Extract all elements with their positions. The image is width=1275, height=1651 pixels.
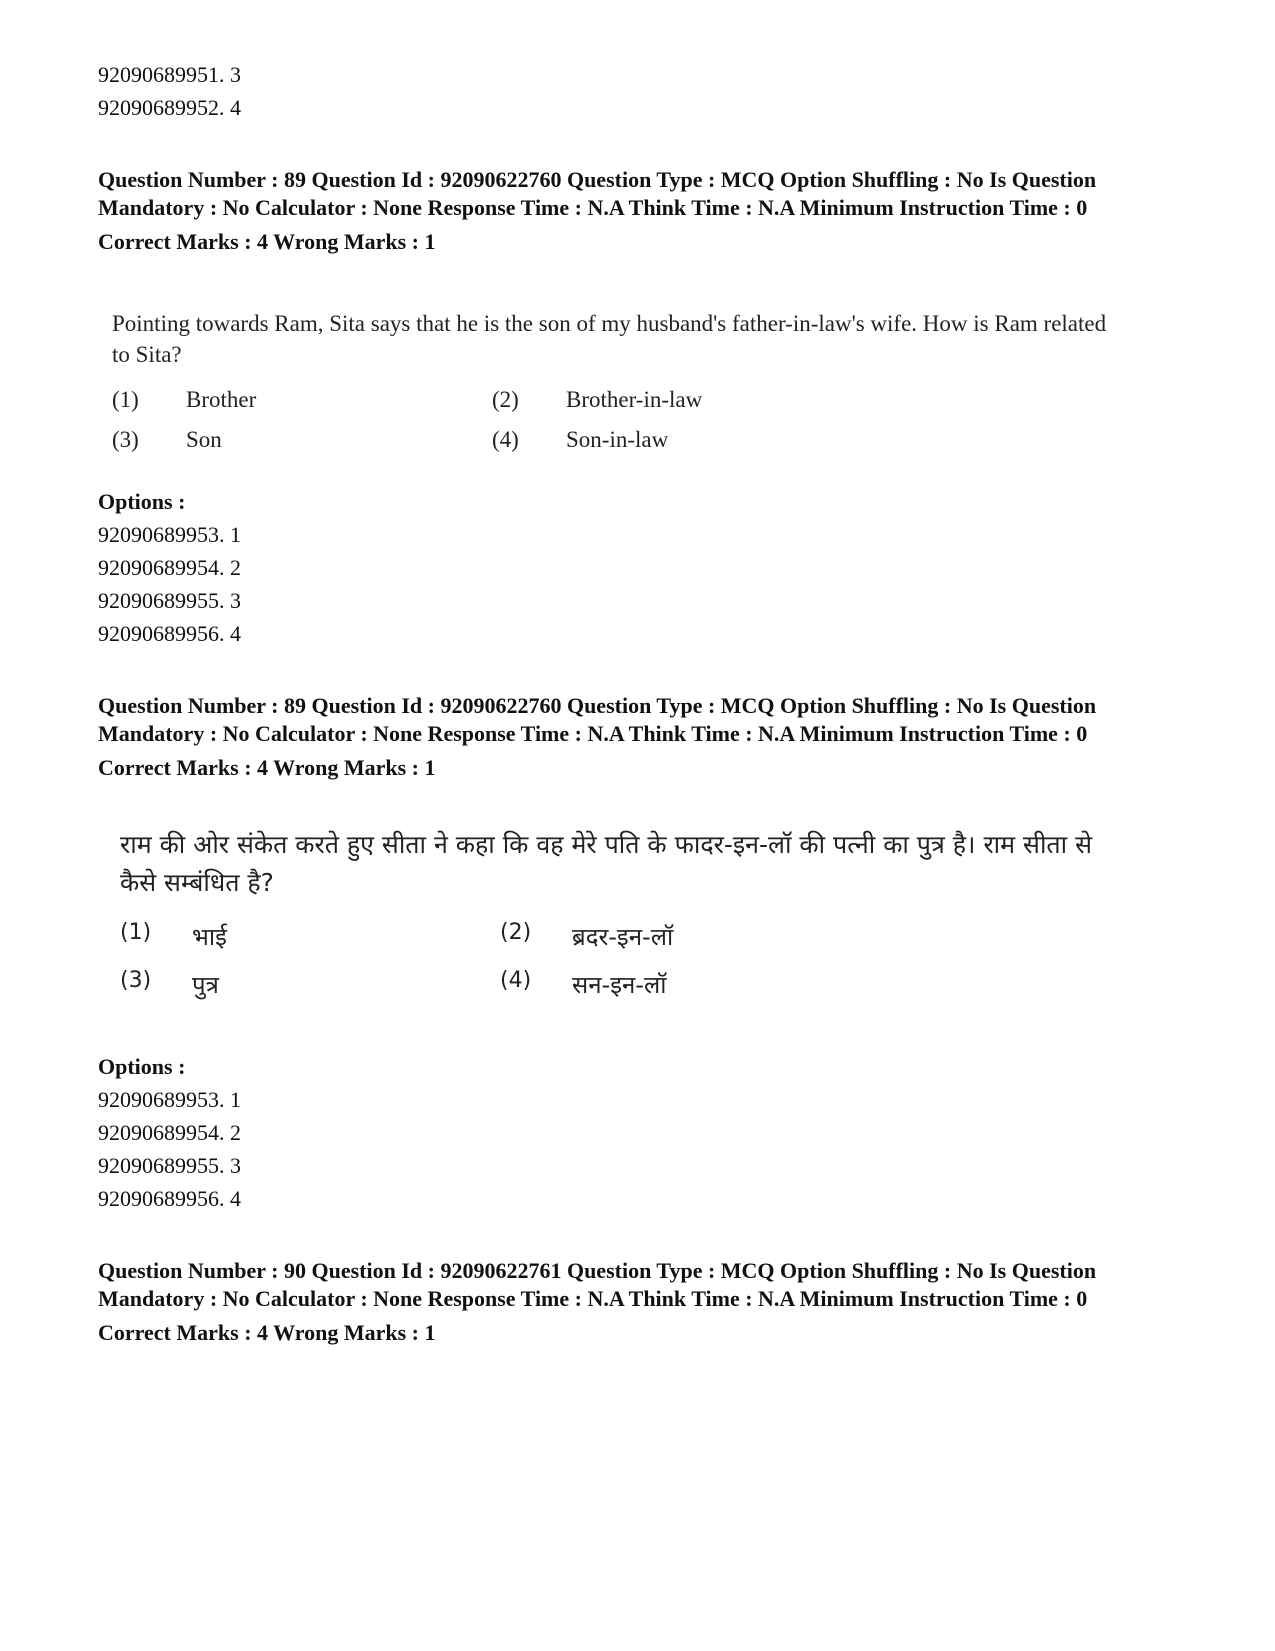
options-heading: Options :: [98, 489, 186, 514]
choice-item: [112, 427, 492, 453]
question-meta: Question Number : 89 Question Id : 92090622760 Question Type : MCQ Option Shuffling : No Is Question Mandatory : No Calculator : None Response Time : N.A Think Time : N.A Minimum Instruction Time : 0: [98, 693, 1097, 746]
options-section: [98, 1050, 1198, 1215]
question-header: [98, 166, 1198, 256]
option-line: 92090689956. 4: [98, 621, 241, 646]
choice-label: Son-in-law: [566, 427, 669, 452]
option-line: 92090689951. 3: [98, 62, 241, 87]
question-header: [98, 1257, 1198, 1347]
option-line: 92090689953. 1: [98, 522, 241, 547]
choice-label: Brother: [186, 387, 257, 412]
option-line: 92090689953. 1: [98, 1087, 241, 1112]
choice-label: सन-इन-लॉ: [572, 970, 667, 999]
choice-label: Brother-in-law: [566, 387, 703, 412]
question-header: [98, 692, 1198, 782]
choice-row: [120, 912, 880, 960]
question-text: Pointing towards Ram, Sita says that he is the son of my husband's father-in-law's wife. How is Ram related to Sita?: [112, 311, 1107, 367]
choice-grid: [112, 380, 872, 460]
choice-row: [112, 380, 872, 420]
question-marks: Correct Marks : 4 Wrong Marks : 1: [98, 1320, 436, 1345]
option-line: 92090689955. 3: [98, 588, 241, 613]
options-section: [98, 485, 1198, 650]
choice-label: पुत्र: [192, 970, 219, 999]
option-line: 92090689954. 2: [98, 1120, 241, 1145]
choice-row: [120, 960, 880, 1008]
options-heading: Options :: [98, 1054, 186, 1079]
choice-label: Son: [186, 427, 222, 452]
choice-item: [500, 968, 880, 1001]
choice-number: (3): [112, 427, 139, 452]
choice-number: (2): [492, 387, 519, 412]
question-marks: Correct Marks : 4 Wrong Marks : 1: [98, 229, 436, 254]
question-text-hindi: राम की ओर संकेत करते हुए सीता ने कहा कि वह मेरे पति के फादर-इन-लॉ की पत्नी का पुत्र है। राम सीता से कैसे सम्बंधित है?: [120, 830, 1092, 897]
option-line: 92090689954. 2: [98, 555, 241, 580]
question-marks: Correct Marks : 4 Wrong Marks : 1: [98, 755, 436, 780]
choice-number: (1): [120, 919, 152, 945]
choice-label: ब्रदर-इन-लॉ: [572, 922, 674, 951]
option-line: 92090689955. 3: [98, 1153, 241, 1178]
choice-number: (2): [500, 919, 532, 945]
option-line: 92090689952. 4: [98, 95, 241, 120]
option-line: 92090689956. 4: [98, 1186, 241, 1211]
choice-item: [120, 920, 500, 953]
choice-number: (4): [492, 427, 519, 452]
question-meta: Question Number : 89 Question Id : 92090622760 Question Type : MCQ Option Shuffling : No Is Question Mandatory : No Calculator : None Response Time : N.A Think Time : N.A Minimum Instruction Time : 0: [98, 167, 1097, 220]
choice-item: [120, 968, 500, 1001]
choice-number: (4): [500, 967, 532, 993]
choice-number: (1): [112, 387, 139, 412]
choice-item: [492, 427, 872, 453]
choice-item: [492, 387, 872, 413]
choice-row: [112, 420, 872, 460]
choice-number: (3): [120, 967, 152, 993]
question-meta: Question Number : 90 Question Id : 92090622761 Question Type : MCQ Option Shuffling : No Is Question Mandatory : No Calculator : None Response Time : N.A Think Time : N.A Minimum Instruction Time : 0: [98, 1258, 1097, 1311]
choice-item: [112, 387, 492, 413]
choice-grid-hindi: [120, 912, 880, 1008]
choice-item: [500, 920, 880, 953]
previous-options-list: [98, 58, 1198, 124]
choice-label: भाई: [192, 922, 227, 951]
